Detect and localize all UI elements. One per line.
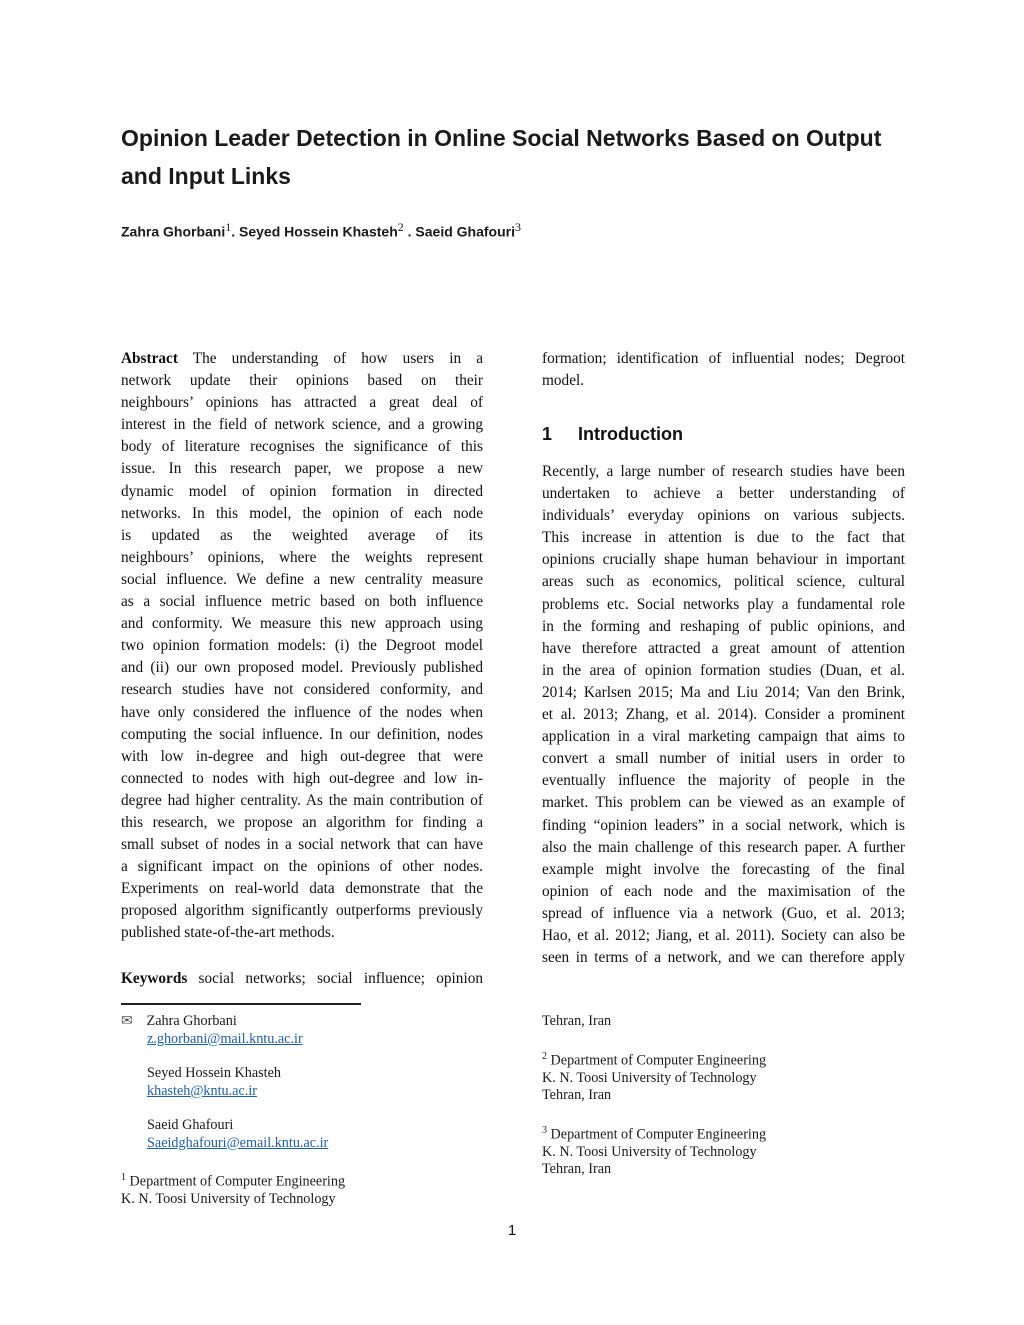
affil-line: Department of Computer Engineering	[550, 1126, 767, 1143]
text-line: Hao, et al. 2012; Jiang, et al. 2011). Society can also be	[542, 926, 905, 944]
text-line: published state-of-the-art methods.	[121, 924, 335, 942]
text-line: and (ii) our own proposed model. Previously published	[121, 659, 483, 677]
line-text: The understanding of how users in a	[192, 350, 483, 367]
author-list	[121, 220, 521, 240]
text-line: and conformity. We measure this new approach using	[121, 615, 483, 633]
text-line: issue. In this research paper, we propose a new	[121, 460, 483, 478]
text-line: seen in terms of a network, and we can therefore apply	[542, 949, 905, 967]
affil-line: Tehran, Iran	[542, 1161, 612, 1178]
text-line: This increase in attention is due to the fact that	[542, 529, 905, 547]
text-line: is updated as the weighted average of its	[121, 526, 483, 544]
text-line: computing the social influence. In our definition, nodes	[121, 725, 483, 743]
text-line: two opinion formation models: (i) the Degroot model	[121, 637, 483, 655]
keywords-continued	[542, 348, 905, 392]
author-sup: 3	[515, 220, 521, 234]
section-title: Introduction	[578, 424, 683, 444]
text-line: proposed algorithm significantly outperforms previously	[121, 902, 483, 920]
text-line: finding “opinion leaders” in a social network, which is	[542, 816, 905, 834]
text-line: individuals’ everyday opinions on various subjects.	[542, 507, 905, 525]
text-line: opinion of each node and the maximisation of the	[542, 882, 905, 900]
text-line: small subset of nodes in a social network that can have	[121, 836, 483, 854]
text-line: degree had higher centrality. As the main contribution of	[121, 791, 483, 809]
page-number: 1	[507, 1222, 517, 1239]
text-line: opinions crucially shape human behaviour in important	[542, 551, 905, 569]
affil-line: K. N. Toosi University of Technology	[542, 1069, 757, 1086]
section-number: 1	[542, 424, 553, 444]
author-name: Zahra Ghorbani	[121, 223, 226, 240]
affil-sup: 2	[542, 1050, 547, 1062]
affiliations-right	[542, 1013, 766, 1179]
text-line: dynamic model of opinion formation in directed	[121, 482, 483, 500]
text-line: this research, we propose an algorithm for finding a	[121, 813, 483, 831]
line-text: social networks; social influence; opinion	[198, 970, 483, 987]
text-line: convert a small number of initial users in order to	[542, 750, 905, 768]
affil-line: Tehran, Iran	[542, 1013, 612, 1029]
label: Abstract	[121, 350, 178, 367]
contact-name: Seyed Hossein Khasteh	[147, 1065, 281, 1081]
text-line: market. This problem can be viewed as an example of	[542, 794, 905, 812]
text-line: in the area of opinion formation studies (Duan, et al.	[542, 661, 905, 679]
keywords-left	[121, 968, 483, 990]
text-line: research studies have not considered conformity, and	[121, 681, 483, 699]
affil-line: Department of Computer Engineering	[129, 1173, 346, 1190]
text-line: networks. In this model, the opinion of each node	[121, 504, 483, 522]
text-line: et al. 2013; Zhang, et al. 2014). Consider a prominent	[542, 706, 905, 724]
email-link[interactable]: z.ghorbani@mail.kntu.ac.ir	[147, 1030, 303, 1047]
email-link[interactable]: Saeidghafouri@email.kntu.ac.ir	[147, 1134, 329, 1151]
text-line: have therefore attracted a great amount of attention	[542, 639, 905, 657]
text-line: also the main challenge of this research paper. A further	[542, 838, 905, 856]
affil-sup: 1	[121, 1172, 126, 1183]
text-line: example might involve the forecasting of the final	[542, 860, 905, 878]
introduction-text	[542, 461, 905, 969]
affil-line: Tehran, Iran	[542, 1087, 612, 1104]
footnote-rule	[121, 1003, 361, 1005]
text-line: 2014; Karlsen 2015; Ma and Liu 2014; Van den Brink,	[542, 683, 905, 701]
text-line: social influence. We define a new centrality measure	[121, 570, 483, 588]
text-line: Experiments on real-world data demonstrate that the	[121, 880, 483, 898]
text-line: Recently, a large number of research studies have been	[542, 463, 905, 480]
text-line: application in a viral marketing campaign that aims to	[542, 728, 905, 746]
sep: .	[231, 223, 240, 240]
text-line	[121, 968, 483, 990]
affil-line: K. N. Toosi University of Technology	[121, 1191, 336, 1208]
text-line: in the forming and reshaping of public opinions, and	[542, 617, 905, 635]
text-line: neighbours’ opinions, where the weights represent	[121, 548, 483, 566]
title-line: Opinion Leader Detection in Online Social Networks Based on Output	[121, 125, 882, 151]
text-line: network update their opinions based on their	[121, 372, 483, 390]
text-line: formation; identification of influential nodes; Degroot	[542, 350, 905, 367]
label: Keywords	[121, 970, 188, 987]
contact-name: Saeid Ghafouri	[147, 1117, 234, 1133]
envelope-icon: ✉	[121, 1013, 133, 1029]
text-line: neighbours’ opinions has attracted a great deal of	[121, 394, 483, 412]
text-line: body of literature recognises the significance of this	[121, 438, 483, 456]
paper-title	[121, 119, 921, 195]
abstract	[121, 348, 483, 945]
text-line: with low in-degree and high out-degree that were	[121, 747, 483, 765]
text-line: eventually influence the majority of people in the	[542, 772, 905, 790]
affil-line: Department of Computer Engineering	[550, 1052, 767, 1069]
text-line: interest in the field of network science, and a growing	[121, 416, 483, 434]
author-sup: 1	[225, 220, 232, 234]
text-line: connected to nodes with high out-degree and low in-	[121, 769, 483, 787]
section-heading	[542, 424, 683, 445]
text-line: spread of influence via a network (Guo, et al. 2013;	[542, 904, 905, 922]
text-line: problems etc. Social networks play a fundamental role	[542, 595, 905, 613]
affil-line: K. N. Toosi University of Technology	[542, 1143, 757, 1160]
sep: .	[403, 223, 416, 240]
text-line: model.	[542, 372, 585, 390]
text-line: a significant impact on the opinions of other nodes.	[121, 858, 483, 876]
text-line: as a social influence metric based on both influence	[121, 593, 483, 611]
contact-name: Zahra Ghorbani	[146, 1013, 237, 1029]
title-line: and Input Links	[121, 163, 291, 189]
text-line: areas such as economics, political science, cultural	[542, 573, 905, 591]
author-name: Seyed Hossein Khasteh	[239, 223, 398, 240]
corresponding-contacts	[121, 1013, 345, 1209]
author-sup: 2	[397, 220, 404, 234]
email-link[interactable]: khasteh@kntu.ac.ir	[147, 1082, 257, 1099]
affil-sup: 3	[542, 1124, 547, 1136]
text-line: have only considered the influence of the nodes when	[121, 703, 483, 721]
author-name: Saeid Ghafouri	[415, 223, 515, 240]
text-line: undertaken to achieve a better understanding of	[542, 485, 905, 503]
text-line	[121, 348, 483, 370]
